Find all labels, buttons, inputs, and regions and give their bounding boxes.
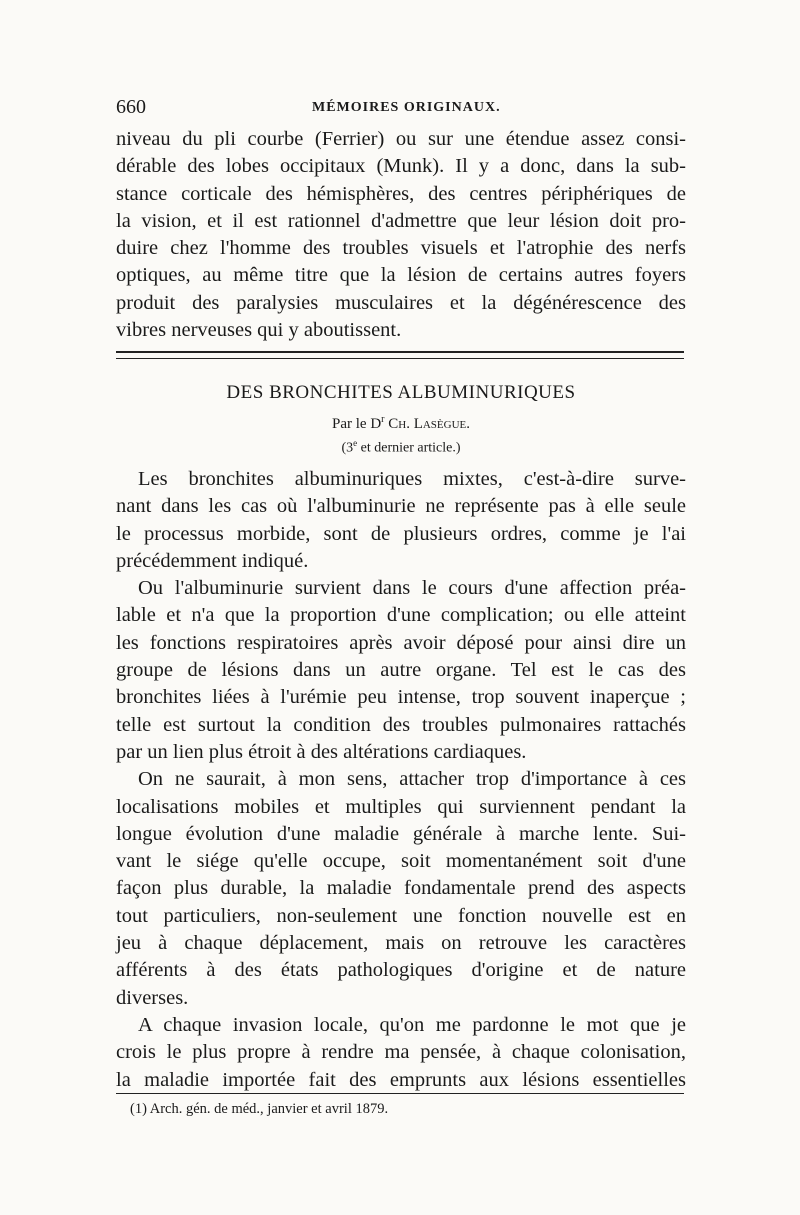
text-line: par un lien plus étroit à des altérations cardiaques. bbox=[116, 740, 527, 763]
paragraph bbox=[116, 766, 686, 1012]
page-header bbox=[116, 96, 686, 122]
text-line: la vision, et il est rationnel d'admettre que leur lésion doit pro- bbox=[116, 209, 686, 232]
text-line: crois le plus propre à rendre ma pensée, à chaque colonisation, bbox=[116, 1041, 686, 1064]
article-body bbox=[116, 466, 686, 1094]
text-line: stance corticale des hémisphères, des centres périphériques de bbox=[116, 182, 686, 205]
text-line: façon plus durable, la maladie fondamentale prend des aspects bbox=[116, 877, 686, 900]
text-line: précédemment indiqué. bbox=[116, 549, 309, 572]
text-line: bronchites liées à l'urémie peu intense, trop souvent inaperçue ; bbox=[116, 686, 686, 709]
text-line: jeu à chaque déplacement, mais on retrouve les caractères bbox=[116, 932, 686, 955]
text-line: dérable des lobes occipitaux (Munk). Il y a donc, dans la sub- bbox=[116, 155, 686, 178]
text-line: duire chez l'homme des troubles visuels et l'atrophie des nerfs bbox=[116, 237, 686, 260]
page-number: 660 bbox=[116, 96, 146, 118]
text-line: groupe de lésions dans un autre organe. Tel est le cas des bbox=[116, 659, 686, 682]
article-subnote bbox=[116, 438, 686, 457]
intro-paragraph bbox=[116, 126, 686, 344]
section-divider bbox=[116, 351, 684, 359]
text-line: Les bronchites albuminuriques mixtes, c'est-à-dire surve- bbox=[138, 468, 686, 490]
subnote-rest: et dernier article.) bbox=[357, 440, 461, 456]
article-title: DES BRONCHITES ALBUMINURIQUES bbox=[226, 382, 576, 403]
text-line: lable et n'a que la proportion d'une complication; ou elle atteint bbox=[116, 604, 686, 627]
byline-prefix: Par le D bbox=[332, 416, 382, 432]
text-line: la maladie importée fait des emprunts aux lésions essentielles bbox=[116, 1068, 686, 1091]
text-line: vant le siége qu'elle occupe, soit momentanément soit d'une bbox=[116, 850, 686, 873]
text-line: nant dans les cas où l'albuminurie ne représente pas à elle seule bbox=[116, 495, 686, 518]
text-line: On ne saurait, à mon sens, attacher trop d'importance à ces bbox=[138, 768, 686, 791]
paragraph bbox=[116, 126, 686, 344]
text-line: le processus morbide, sont de plusieurs ordres, comme je l'ai bbox=[116, 522, 686, 545]
text-line: optiques, au même titre que la lésion de certains autres foyers bbox=[116, 264, 686, 287]
paragraph bbox=[116, 1012, 686, 1094]
text-line: diverses. bbox=[116, 986, 189, 1009]
text-line: niveau du pli courbe (Ferrier) ou sur une étendue assez consi- bbox=[116, 128, 686, 150]
text-line: vibres nerveuses qui y aboutissent. bbox=[116, 319, 402, 342]
text-line: afférents à des états pathologiques d'origine et de nature bbox=[116, 959, 686, 982]
byline-sup: r bbox=[381, 414, 385, 425]
subnote-open: (3 bbox=[341, 440, 354, 456]
footnote-divider bbox=[116, 1093, 684, 1094]
text-line: A chaque invasion locale, qu'on me pardonne le mot que je bbox=[138, 1013, 686, 1036]
text-line: localisations mobiles et multiples qui surviennent pendant la bbox=[116, 795, 686, 818]
running-title: MÉMOIRES ORIGINAUX. bbox=[312, 100, 501, 115]
paragraph bbox=[116, 575, 686, 766]
footnote: (1) Arch. gén. de méd., janvier et avril 1879. bbox=[130, 1101, 389, 1117]
text-line: les fonctions respiratoires après avoir déposé pour ainsi dire un bbox=[116, 631, 686, 654]
paragraph bbox=[116, 466, 686, 575]
text-line: produit des paralysies musculaires et la dégénérescence des bbox=[116, 291, 686, 314]
subnote-sup: e bbox=[353, 438, 358, 448]
text-line: tout particuliers, non-seulement une fonction nouvelle est en bbox=[116, 904, 686, 927]
byline-author: Ch. Lasègue. bbox=[388, 416, 470, 432]
text-line: Ou l'albuminurie survient dans le cours d'une affection préa- bbox=[138, 577, 686, 600]
text-line: longue évolution d'une maladie générale à marche lente. Sui- bbox=[116, 822, 686, 845]
text-line: telle est surtout la condition des troubles pulmonaires rattachés bbox=[116, 713, 686, 736]
article-byline bbox=[116, 414, 686, 433]
